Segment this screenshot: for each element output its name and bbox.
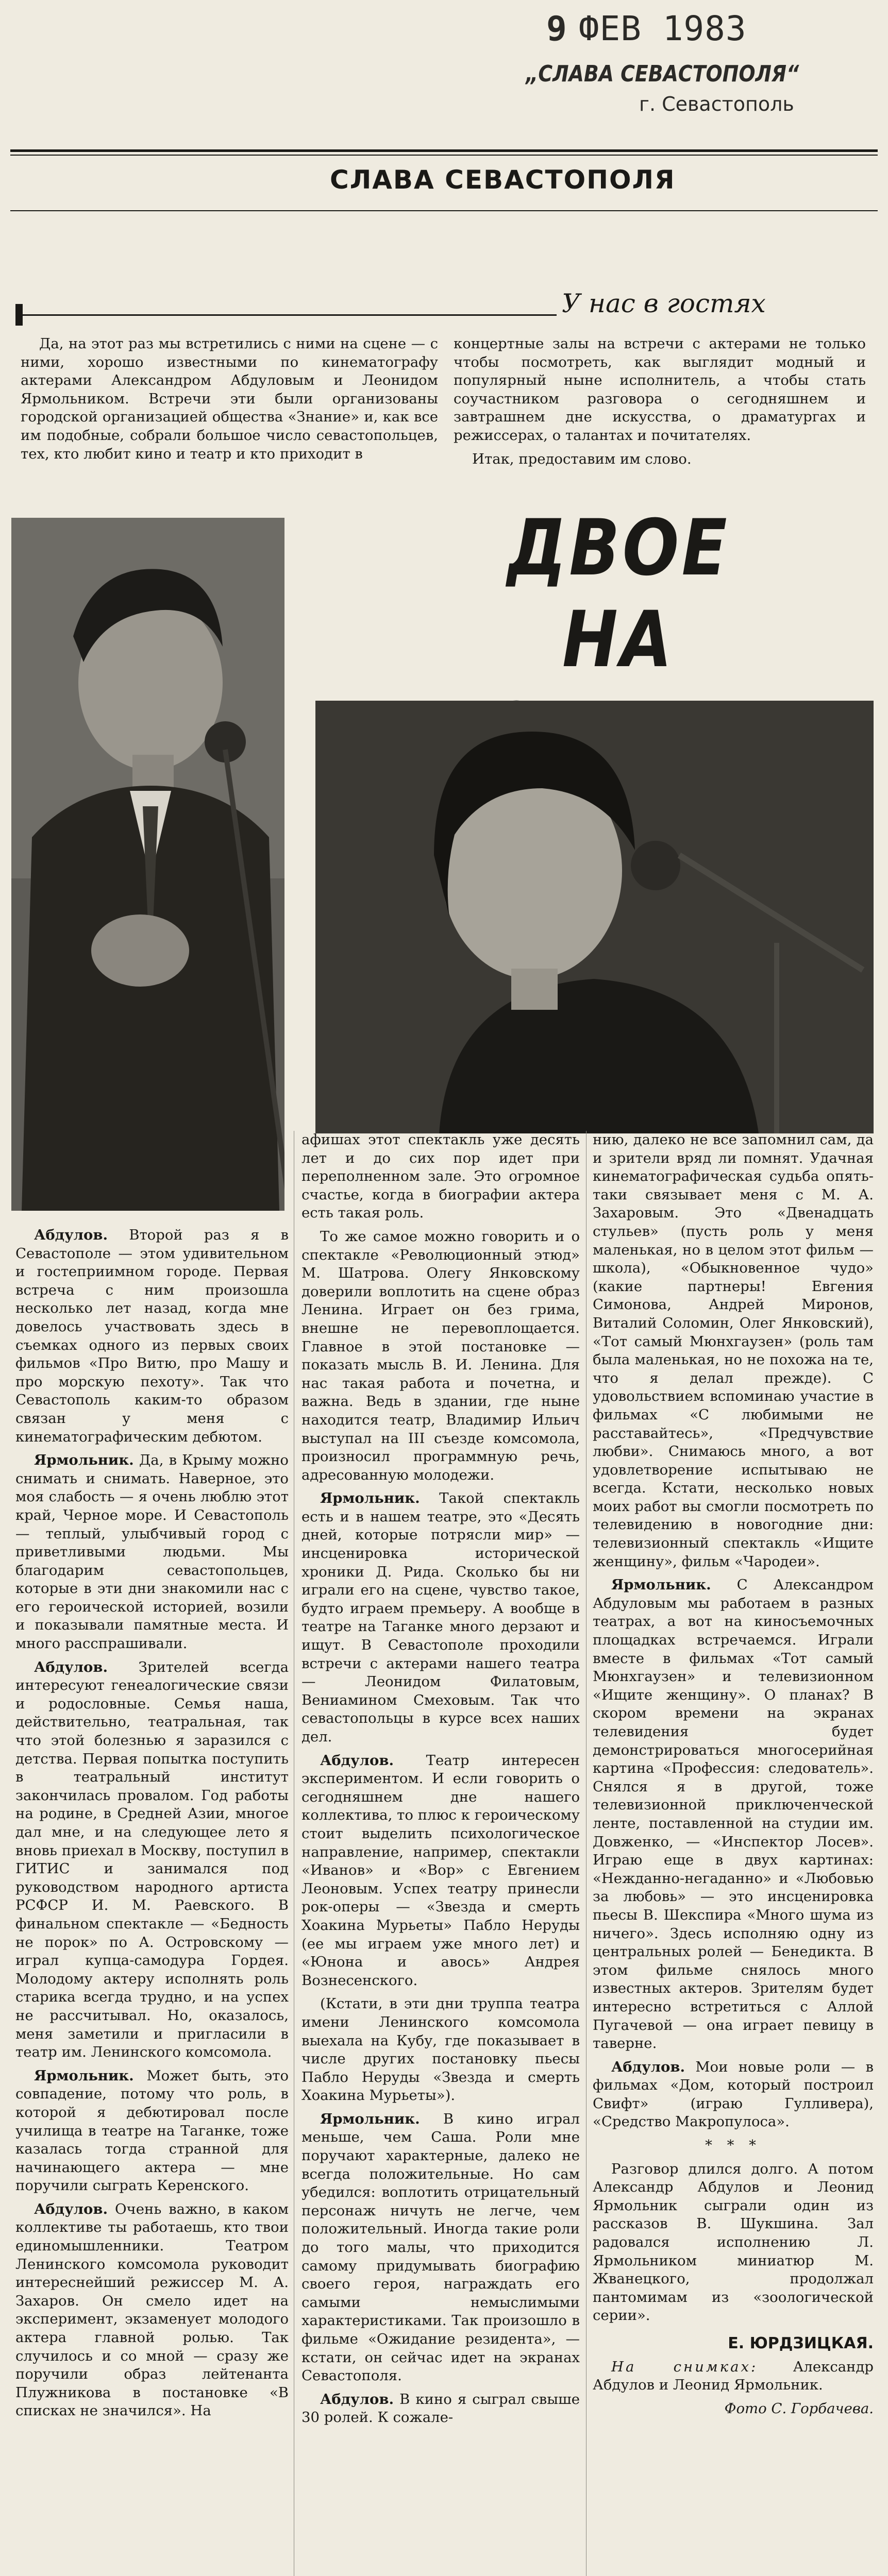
photo-yarmolnik-image	[315, 701, 874, 1133]
article-column-1	[15, 1226, 289, 2420]
speaker-name: Абдулов.	[320, 1752, 394, 1769]
article-column-3	[593, 1131, 874, 2418]
paragraph-text: В кино я сыграл свыше 30 ролей. К сожале-	[301, 2391, 580, 2426]
article-paragraph	[301, 1131, 580, 1223]
speaker-name: Ярмольник.	[611, 1577, 711, 1594]
paragraph-text: То же самое можно говорить и о спектакле «Революционный этюд» М. Шатрова. Олегу Янковскому доверили воплотить на сцене образ Ленина. Играет он без грима, внешне не перевоплощается. Главное в этой постановке — показать мысль В. И. Ленина. Для нас такая работа и почетна, и важна. Ведь в здании, где ныне находится театр, Владимир Ильич выступал на III съезде комсомола, произносил программную речь, адресованную молодежи.	[301, 1228, 580, 1483]
article-paragraph	[15, 1658, 289, 2062]
speaker-name: Абдулов.	[34, 1227, 108, 1243]
paragraph-text: В кино играл меньше, чем Саша. Роли мне поручают характерные, далеко не всегда положительные. Но сам убедился: воплотить отрицательный персонаж ничуть не легче, чем положительный. Иногда такие роли до того малы, что приходится самому придумывать биографию своего героя, награждать его самыми немыслимыми характеристиками. Так произошло в фильме «Ожидание резидента», — кстати, он сейчас идет на экранах Севастополя.	[301, 2110, 580, 2384]
paragraph-text: Да, в Крыму можно снимать и снимать. Наверное, это моя слабость — я очень люблю этот край, Черное море. И Севастополь — теплый, улыбчивый город с приветливыми людьми. Мы благодарим севастопольцев, которые в эти дни знакомили нас с его героической историей, возили и показывали памятные места. И много расспрашивали.	[15, 1452, 289, 1652]
section-line	[15, 314, 557, 316]
paragraph-text: афишах этот спектакль уже десять лет и до сих пор идет при переполненном зале. Это огромное счастье, когда в биографии актера есть такая роль.	[301, 1131, 580, 1222]
paragraph-text: С Александром Абдуловым мы работаем в разных театрах, а вот на киносъемочных площадках встречаемся. Играли вместе в фильмах «Тот самый Мюнхгаузен» и телевизионном «Ищите женщину». О планах? В скором времени на экранах телевидения будет демонстрироваться многосерийная картина «Профессия: следователь». Снялся я в другой, тоже телевизионной приключенческой ленте, поставленной на студии им. Довженко, — «Инспектор Лосев». Играю еще в двух картинах: «Нежданно-негаданно» и «Любовью за любовь» — это инсценировка пьесы В. Шекспира «Много шума из ничего». Здесь исполняю одну из центральных ролей — Бенедикта. В этом фильме снялось много известных актеров. Зрителям будет интересно встретиться с Аллой Пугачевой — она играет певицу в таверне.	[593, 1577, 874, 2052]
article-paragraph	[15, 2200, 289, 2420]
author-signature: Е. ЮРДЗИЦКАЯ.	[728, 2334, 874, 2352]
speaker-name: Ярмольник.	[320, 1490, 420, 1507]
article-paragraph	[301, 1228, 580, 1484]
header-rule-bottom	[10, 210, 878, 211]
stamp-day: 9	[546, 8, 567, 48]
paragraph-text: Очень важно, в каком коллективе ты работаешь, кто твои единомышленники. Театром Ленинского комсомола руководит интереснейший режиссер М. А. Захаров. Он смело идет на эксперимент, экзаменует молодого актера главной ролью. Так случилось и со мной — сразу же поручили образ лейтенанта Плужникова в постановке «В списках не значился». На	[15, 2200, 289, 2419]
stamp-city: г. Севастополь	[639, 93, 794, 115]
article-paragraph	[301, 2391, 580, 2427]
photo-abdulov-image	[11, 518, 284, 1211]
paragraph-text: (Кстати, в эти дни труппа театра имени Ленинского комсомола выехала на Кубу, где показывает в числе других постановку пьесы Пабло Неруды «Звезда и смерть Хоакина Мурьеты»).	[301, 1995, 580, 2104]
photo-abdulov	[11, 518, 284, 1211]
article-paragraph	[301, 2110, 580, 2385]
article-paragraph	[301, 1489, 580, 1746]
article-paragraph	[593, 1131, 874, 1571]
intro-paragraph: концертные залы на встречи с актерами не только чтобы посмотреть, как выглядит модный и популярный ныне исполнитель, а чтобы стать соучастником разговора о сегодняшнем и завтрашнем дне искусства, о драматургах и режиссерах, о талантах и почитателях.	[454, 335, 866, 444]
paragraph-text: Второй раз я в Севастополе — этом удивительном и гостеприимном городе. Первая встреча с ним произошла несколько лет назад, когда мне довелось участвовать здесь в съемках одного из первых своих фильмов «Про Витю, про Машу и про морскую пехоту». Так что Севастополь каким-то образом связан у меня с кинематографическим дебютом.	[15, 1227, 289, 1445]
article-paragraph	[15, 1451, 289, 1653]
article-paragraph	[301, 1995, 580, 2105]
article-column-2	[301, 1131, 580, 2427]
article-paragraph	[593, 2058, 874, 2131]
caption-label: На снимках:	[611, 2358, 758, 2375]
speaker-name: Ярмольник.	[34, 1452, 134, 1469]
header-rule-top	[10, 149, 878, 152]
paragraph-text: Такой спектакль есть и в нашем театре, это «Десять дней, которые потрясли мир» — инсценировка исторической хроники Д. Рида. Сколько бы ни играли его на сцене, чувство такое, будто играем премьеру. А вообще в театре на Таганке много дерзают и ищут. В Севастополе проходили встречи с актерами нашего театра — Леонидом Филатовым, Вениамином Смеховым. Так что севастопольцы в курсе всех наших дел.	[301, 1490, 580, 1745]
paragraph-text: Мои новые роли — в фильмах «Дом, который построил Свифт» (играю Гулливера), «Средство Макропулоса».	[593, 2058, 874, 2130]
speaker-name: Абдулов.	[34, 2200, 108, 2217]
paragraph-text: Может быть, это совпадение, потому что роль, в которой я дебютировал после училища в театре на Таганке, тоже казалась тогда странной для начинающего актера — мне поручили сыграть Керенского.	[15, 2067, 289, 2194]
intro-column-2	[454, 335, 866, 468]
article-paragraph	[301, 1752, 580, 1990]
paragraph-text: Разговор длился долго. А потом Александр Абдулов и Леонид Ярмольник сыграли один из рассказов В. Шукшина. Зал радовался исполнению Л. Ярмольником миниатюр М. Жванецкого, продолжал пантомимам из «зоологической серии».	[593, 2160, 874, 2324]
speaker-name: Абдулов.	[34, 1658, 108, 1675]
section-ornament: * * *	[705, 2137, 761, 2154]
headline-line-1: ДВОЕ	[507, 503, 730, 593]
paragraph-text: нию, далеко не все запомнил сам, да и зрители вряд ли помнят. Удачная кинематографическая судьба опять-таки связывает меня с М. А. Захаровым. Это «Двенадцать стульев» (пусть роль у меня маленькая, но в целом этот фильм — школа), «Обыкновенное чудо» (какие партнеры! Евгения Симонова, Андрей Миронов, Виталий Соломин, Олег Янковский), «Тот самый Мюнхгаузен» (роль там была маленькая, но не похожа на те, что я делал прежде). С удовольствием вспоминаю участие в фильмах «С любимыми не расставайтесь», «Предчувствие любви». Снимаюсь много, а вот удовлетворение испытываю не всегда. Кстати, несколько новых моих работ вы смогли посмотреть по телевидению в новогодние дни: телевизионный спектакль «Ищите женщину», фильм «Чародеи».	[593, 1131, 874, 1570]
speaker-name: Ярмольник.	[320, 2110, 420, 2127]
archive-date-stamp	[546, 5, 752, 52]
stamp-paper-name: „СЛАВА СЕВАСТОПОЛЯ“	[526, 61, 799, 87]
speaker-name: Ярмольник.	[34, 2067, 134, 2084]
intro-paragraph: Итак, предоставим им слово.	[472, 450, 692, 467]
caption-text: Александр Абдулов и Леонид Ярмольник.	[593, 2358, 874, 2394]
headline-line-2: НА	[562, 595, 675, 685]
header-rule-top-thin	[10, 155, 878, 156]
article-paragraph	[15, 2067, 289, 2195]
photo-yarmolnik	[315, 701, 874, 1133]
stamp-month-year: ФЕВ 1983	[578, 8, 747, 48]
section-tag: У нас в гостях	[562, 289, 766, 318]
intro-column-1	[21, 335, 438, 463]
article-paragraph	[15, 1226, 289, 1446]
column-divider	[586, 1131, 587, 2576]
speaker-name: Абдулов.	[320, 2391, 394, 2408]
paragraph-text: Зрителей всегда интересуют генеалогические связи и родословные. Семья наша, действительно, театральная, так что этой болезнью я заразился с детства. Первая попытка поступить в театральный институт закончилась провалом. Год работы на родине, в Средней Азии, многое дал мне, и на следующее лето я вновь приехал в Москву, поступил в ГИТИС и занимался под руководством народного артиста РСФСР И. М. Раевского. В финальном спектакле — «Бедность не порок» по А. Островскому — играл купца-самодура Гордея. Молодому актеру исполнять роль старика всегда трудно, и на успех не рассчитывал. Но, оказалось, меня заметили и пригласили в театр им. Ленинского комсомола.	[15, 1658, 289, 2061]
intro-paragraph: Да, на этот раз мы встретились с ними на сцене — с ними, хорошо известными по кинематографу актерами Александром Абдуловым и Леонидом Ярмольником. Встречи эти были организованы городской организацией общества «Знание» и, как все им подобные, собрали большое число севастопольцев, тех, кто любит кино и театр и кто приходит в	[21, 335, 438, 462]
photo-credit: Фото С. Горбачева.	[724, 2400, 874, 2417]
newspaper-title: СЛАВА СЕВАСТОПОЛЯ	[330, 165, 676, 195]
article-paragraph	[593, 1576, 874, 2053]
article-paragraph	[593, 2160, 874, 2325]
photo-caption	[593, 2358, 874, 2395]
paragraph-text: Театр интересен экспериментом. И если говорить о сегодняшнем дне нашего коллектива, то плюс к героическому стоит выделить психологическое направление, например, спектакли «Иванов» и «Вор» с Евгением Леоновым. Успех театру принесли рок-оперы — «Звезда и смерть Хоакина Мурьеты» Пабло Неруды (ее мы играем уже много лет) и «Юнона и авось» Андрея Вознесенского.	[301, 1752, 580, 1989]
speaker-name: Абдулов.	[611, 2058, 685, 2075]
